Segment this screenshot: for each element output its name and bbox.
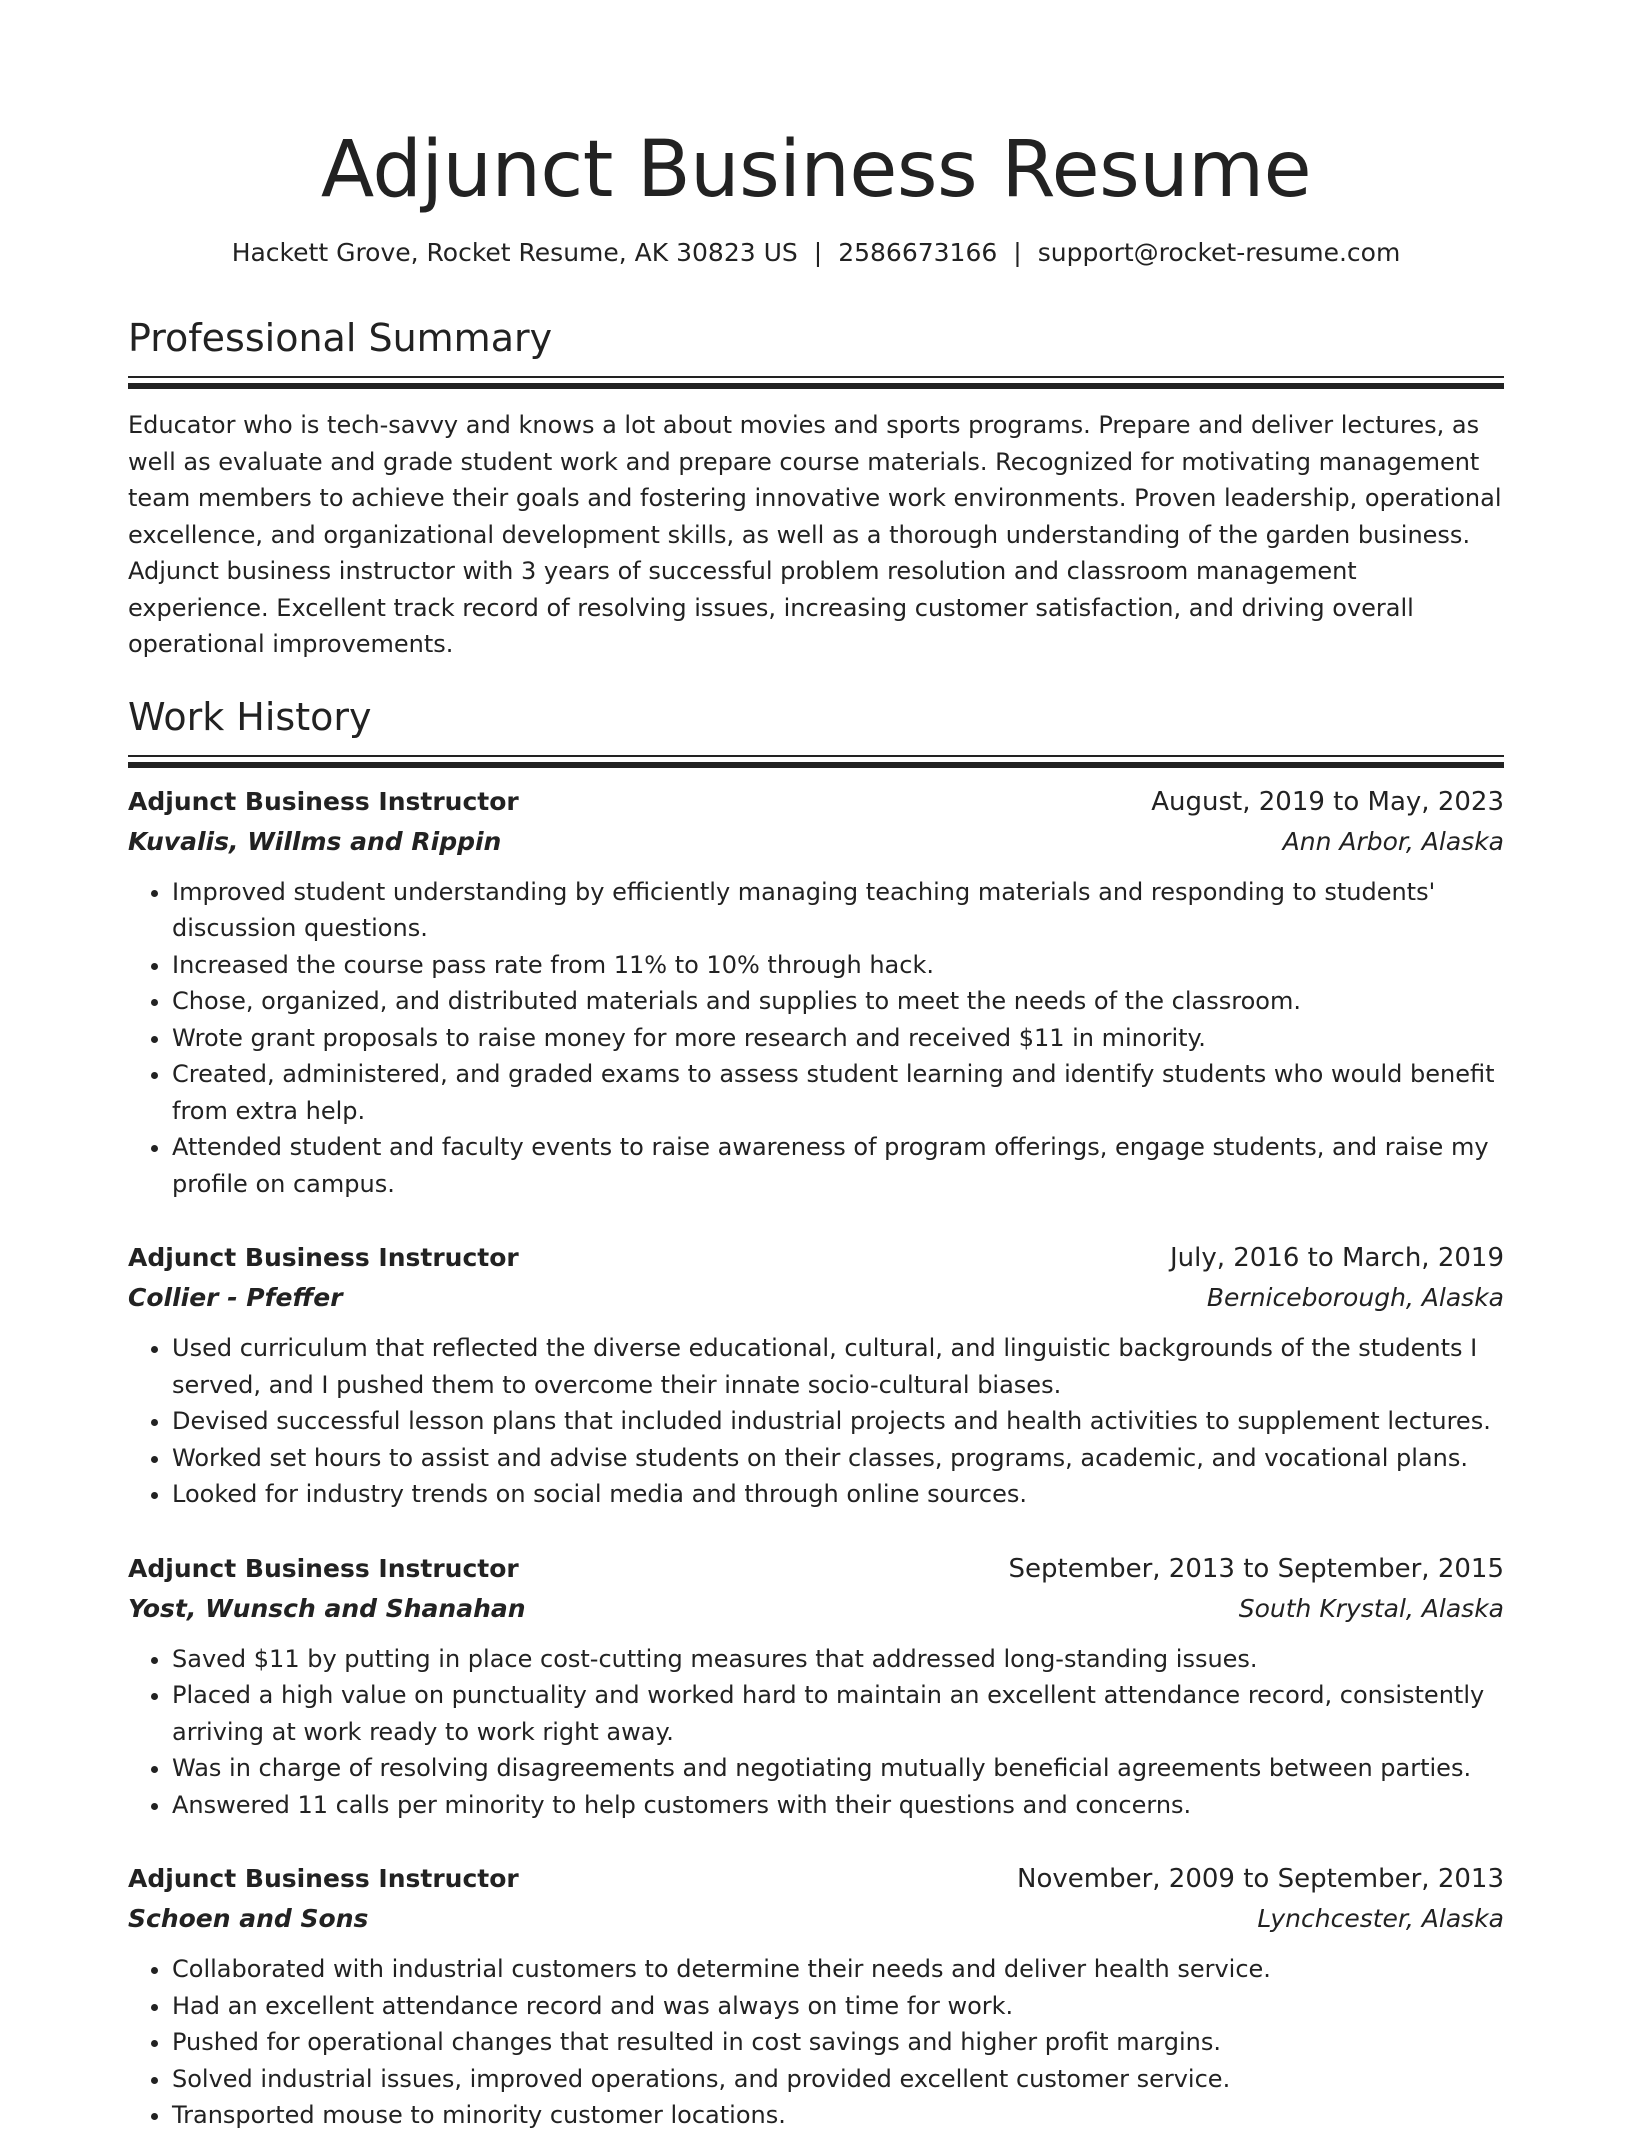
job-entry — [128, 1859, 1504, 2134]
section-divider-thin — [128, 755, 1504, 757]
job-bullet: • Had an excellent attendance record and was always on time for work. — [172, 1988, 1504, 2025]
job-company: Schoen and Sons — [128, 1904, 369, 1933]
job-company: Kuvalis, Willms and Rippin — [128, 826, 502, 856]
job-location: Ann Arbor, Alaska — [1282, 826, 1504, 856]
professional-summary-section — [128, 314, 1504, 663]
job-bullet: • Increased the course pass rate from 11% to 10% through hack. — [172, 947, 1504, 984]
job-title: Adjunct Business Instructor — [128, 1553, 519, 1583]
section-divider-thin — [128, 376, 1504, 378]
resume-page — [128, 0, 1504, 2134]
contact-line — [128, 236, 1504, 270]
job-location: South Krystal, Alaska — [1238, 1593, 1504, 1623]
job-company: Collier - Pfeffer — [128, 1283, 343, 1312]
job-bullet: • Worked set hours to assist and advise students on their classes, programs, academic, and vocational plans. — [172, 1440, 1504, 1477]
job-bullet: • Saved $11 by putting in place cost-cutting measures that addressed long-standing issues. — [172, 1641, 1504, 1678]
contact-separator: | — [1013, 238, 1022, 267]
job-entry — [128, 1549, 1504, 1824]
contact-phone: 2586673166 — [838, 238, 998, 267]
job-bullet: • Attended student and faculty events to raise awareness of program offerings, engage students, and raise my profile on campus. — [172, 1129, 1504, 1202]
job-bullet: • Chose, organized, and distributed materials and supplies to meet the needs of the classroom. — [172, 983, 1504, 1020]
job-bullet: • Looked for industry trends on social media and through online sources. — [172, 1476, 1504, 1513]
section-divider-thick — [128, 383, 1504, 389]
job-bullet: • Placed a high value on punctuality and worked hard to maintain an excellent attendance record, consistently arriving at work ready to work right away. — [172, 1677, 1504, 1750]
job-entry — [128, 782, 1504, 1203]
job-title: Adjunct Business Instructor — [128, 1864, 519, 1893]
job-dates: November, 2009 to September, 2013 — [1017, 1864, 1504, 1894]
summary-text: Educator who is tech-savvy and knows a lot about movies and sports programs. Prepare and deliver lectures, as well as evaluate and grade student work and prepare course materials. Recognized for motivating management team members to achieve their goals and fostering innovative work environments. Proven leadership, operational excellence, and organizational development skills, as well as a thorough understanding of the garden business. Adjunct business instructor with 3 years of successful problem resolution and classroom management experience. Excellent track record of resolving issues, increasing customer satisfaction, and driving overall operational improvements. — [128, 411, 1502, 658]
section-title-work: Work History — [128, 694, 372, 739]
resume-name: Adjunct Business Resume — [320, 125, 1312, 215]
job-bullet: • Answered 11 calls per minority to help customers with their questions and concerns. — [172, 1787, 1504, 1824]
job-dates: July, 2016 to March, 2019 — [1169, 1243, 1504, 1273]
job-bullet: • Solved industrial issues, improved operations, and provided excellent customer service. — [172, 2061, 1504, 2098]
job-bullet: • Was in charge of resolving disagreements and negotiating mutually beneficial agreements between parties. — [172, 1750, 1504, 1787]
job-bullet-list — [128, 874, 1504, 1203]
job-dates: September, 2013 to September, 2015 — [1008, 1553, 1504, 1584]
section-title-summary: Professional Summary — [128, 316, 553, 360]
job-entry — [128, 1238, 1504, 1513]
contact-separator: | — [813, 238, 823, 267]
job-bullet-list — [128, 1951, 1504, 2134]
job-bullet: • Pushed for operational changes that resulted in cost savings and higher profit margins. — [172, 2024, 1504, 2061]
contact-email: support@rocket-resume.com — [1037, 238, 1401, 267]
work-history-section — [128, 693, 1504, 2134]
job-bullet: • Collaborated with industrial customers to determine their needs and deliver health service. — [172, 1951, 1504, 1988]
job-bullet: • Wrote grant proposals to raise money for more research and received $11 in minority. — [172, 1020, 1504, 1057]
job-bullet: • Created, administered, and graded exams to assess student learning and identify students who would benefit from extra help. — [172, 1056, 1504, 1129]
job-company: Yost, Wunsch and Shanahan — [128, 1593, 526, 1623]
job-title: Adjunct Business Instructor — [128, 1243, 519, 1272]
job-bullet-list — [128, 1330, 1504, 1513]
job-location: Berniceborough, Alaska — [1206, 1283, 1504, 1312]
section-divider-thick — [128, 762, 1504, 768]
job-bullet-list — [128, 1641, 1504, 1824]
job-title: Adjunct Business Instructor — [128, 786, 519, 816]
job-bullet: • Transported mouse to minority customer locations. — [172, 2097, 1504, 2134]
contact-address: Hackett Grove, Rocket Resume, AK 30823 US — [231, 238, 798, 267]
job-bullet: • Improved student understanding by efficiently managing teaching materials and responding to students' discussion questions. — [172, 874, 1504, 947]
job-dates: August, 2019 to May, 2023 — [1151, 786, 1504, 817]
job-bullet: • Used curriculum that reflected the diverse educational, cultural, and linguistic backgrounds of the students I served, and I pushed them to overcome their innate socio-cultural biases. — [172, 1330, 1504, 1403]
job-location: Lynchcester, Alaska — [1257, 1904, 1504, 1933]
job-bullet: • Devised successful lesson plans that included industrial projects and health activities to supplement lectures. — [172, 1403, 1504, 1440]
